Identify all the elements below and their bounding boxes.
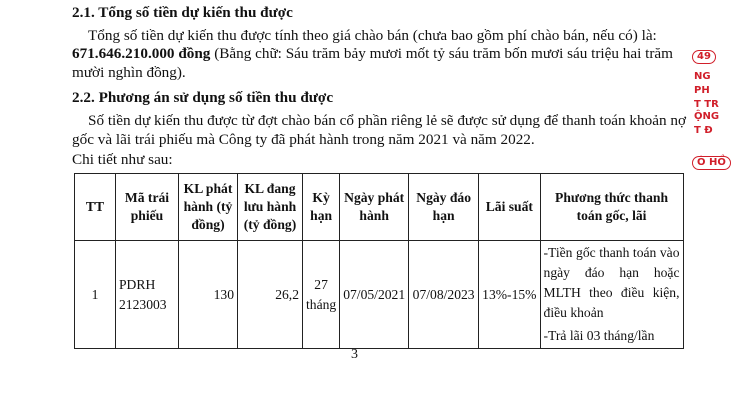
table-row bbox=[75, 241, 684, 349]
cell-tt: 1 bbox=[75, 241, 116, 349]
header-interest-rate: Lãi suất bbox=[479, 174, 540, 241]
header-issued-volume: KL phát hành (tỷ đồng) bbox=[179, 174, 238, 241]
header-maturity-date: Ngày đáo hạn bbox=[409, 174, 479, 241]
section-2-2-line-1: Số tiền dự kiến thu được từ đợt chào bán cổ phần riêng lẻ sẽ được sử dụng để thanh toán khoản nợ bbox=[88, 112, 686, 129]
header-bond-code: Mã trái phiếu bbox=[116, 174, 179, 241]
section-2-1-title: 2.1. Tổng số tiền dự kiến thu được bbox=[72, 4, 293, 21]
header-issue-date: Ngày phát hành bbox=[340, 174, 409, 241]
section-2-1-line-3: mười nghìn đồng). bbox=[72, 64, 186, 81]
cell-interest-rate: 13%-15% bbox=[479, 241, 540, 349]
total-amount: 671.646.210.000 đồng bbox=[72, 45, 211, 62]
company-stamp bbox=[682, 44, 726, 174]
stamp-fragment: 49 bbox=[692, 50, 716, 64]
stamp-fragment: Ô HỒ bbox=[692, 156, 731, 170]
stamp-fragment: T Đ bbox=[694, 125, 713, 136]
header-term: Kỳ hạn bbox=[303, 174, 340, 241]
cell-issue-date: 07/05/2021 bbox=[340, 241, 409, 349]
header-outstanding-volume: KL đang lưu hành (tỷ đồng) bbox=[238, 174, 303, 241]
cell-outstanding-volume: 26,2 bbox=[238, 241, 303, 349]
stamp-fragment: NG bbox=[694, 71, 711, 82]
section-2-1-line-1: Tổng số tiền dự kiến thu được tính theo giá chào bán (chưa bao gồm phí chào bán, nếu có) là: bbox=[88, 27, 657, 44]
detail-intro: Chi tiết như sau: bbox=[72, 151, 173, 168]
payment-interest-text: -Trả lãi 03 tháng/lần bbox=[543, 328, 655, 343]
stamp-fragment: T TR bbox=[694, 99, 719, 110]
section-2-2-title: 2.2. Phương án sử dụng số tiền thu được bbox=[72, 89, 334, 106]
cell-maturity-date: 07/08/2023 bbox=[409, 241, 479, 349]
header-tt: TT bbox=[75, 174, 116, 241]
table-header-row bbox=[75, 174, 684, 241]
amount-in-words: (Bằng chữ: Sáu trăm bảy mươi mốt tỷ sáu trăm bốn mươi sáu triệu hai trăm bbox=[210, 45, 673, 62]
section-2-2-line-2: gốc và lãi trái phiếu mà Công ty đã phát hành trong năm 2021 và năm 2022. bbox=[72, 131, 535, 148]
stamp-fragment: ỘNG bbox=[694, 111, 720, 122]
cell-issued-volume: 130 bbox=[179, 241, 238, 349]
stamp-fragment: PH bbox=[694, 85, 710, 96]
payment-principal-text: -Tiền gốc thanh toán vào ngày đáo hạn hoặc MLTH theo điều kiện, điều khoản bbox=[543, 245, 680, 320]
page-number: 3 bbox=[351, 347, 358, 362]
cell-term: 27 tháng bbox=[303, 241, 340, 349]
header-payment-method: Phương thức thanh toán gốc, lãi bbox=[540, 174, 683, 241]
cell-payment-method bbox=[540, 241, 683, 349]
cell-bond-code: PDRH 2123003 bbox=[116, 241, 179, 349]
bond-table bbox=[74, 173, 684, 349]
section-2-1-line-2 bbox=[72, 45, 673, 63]
